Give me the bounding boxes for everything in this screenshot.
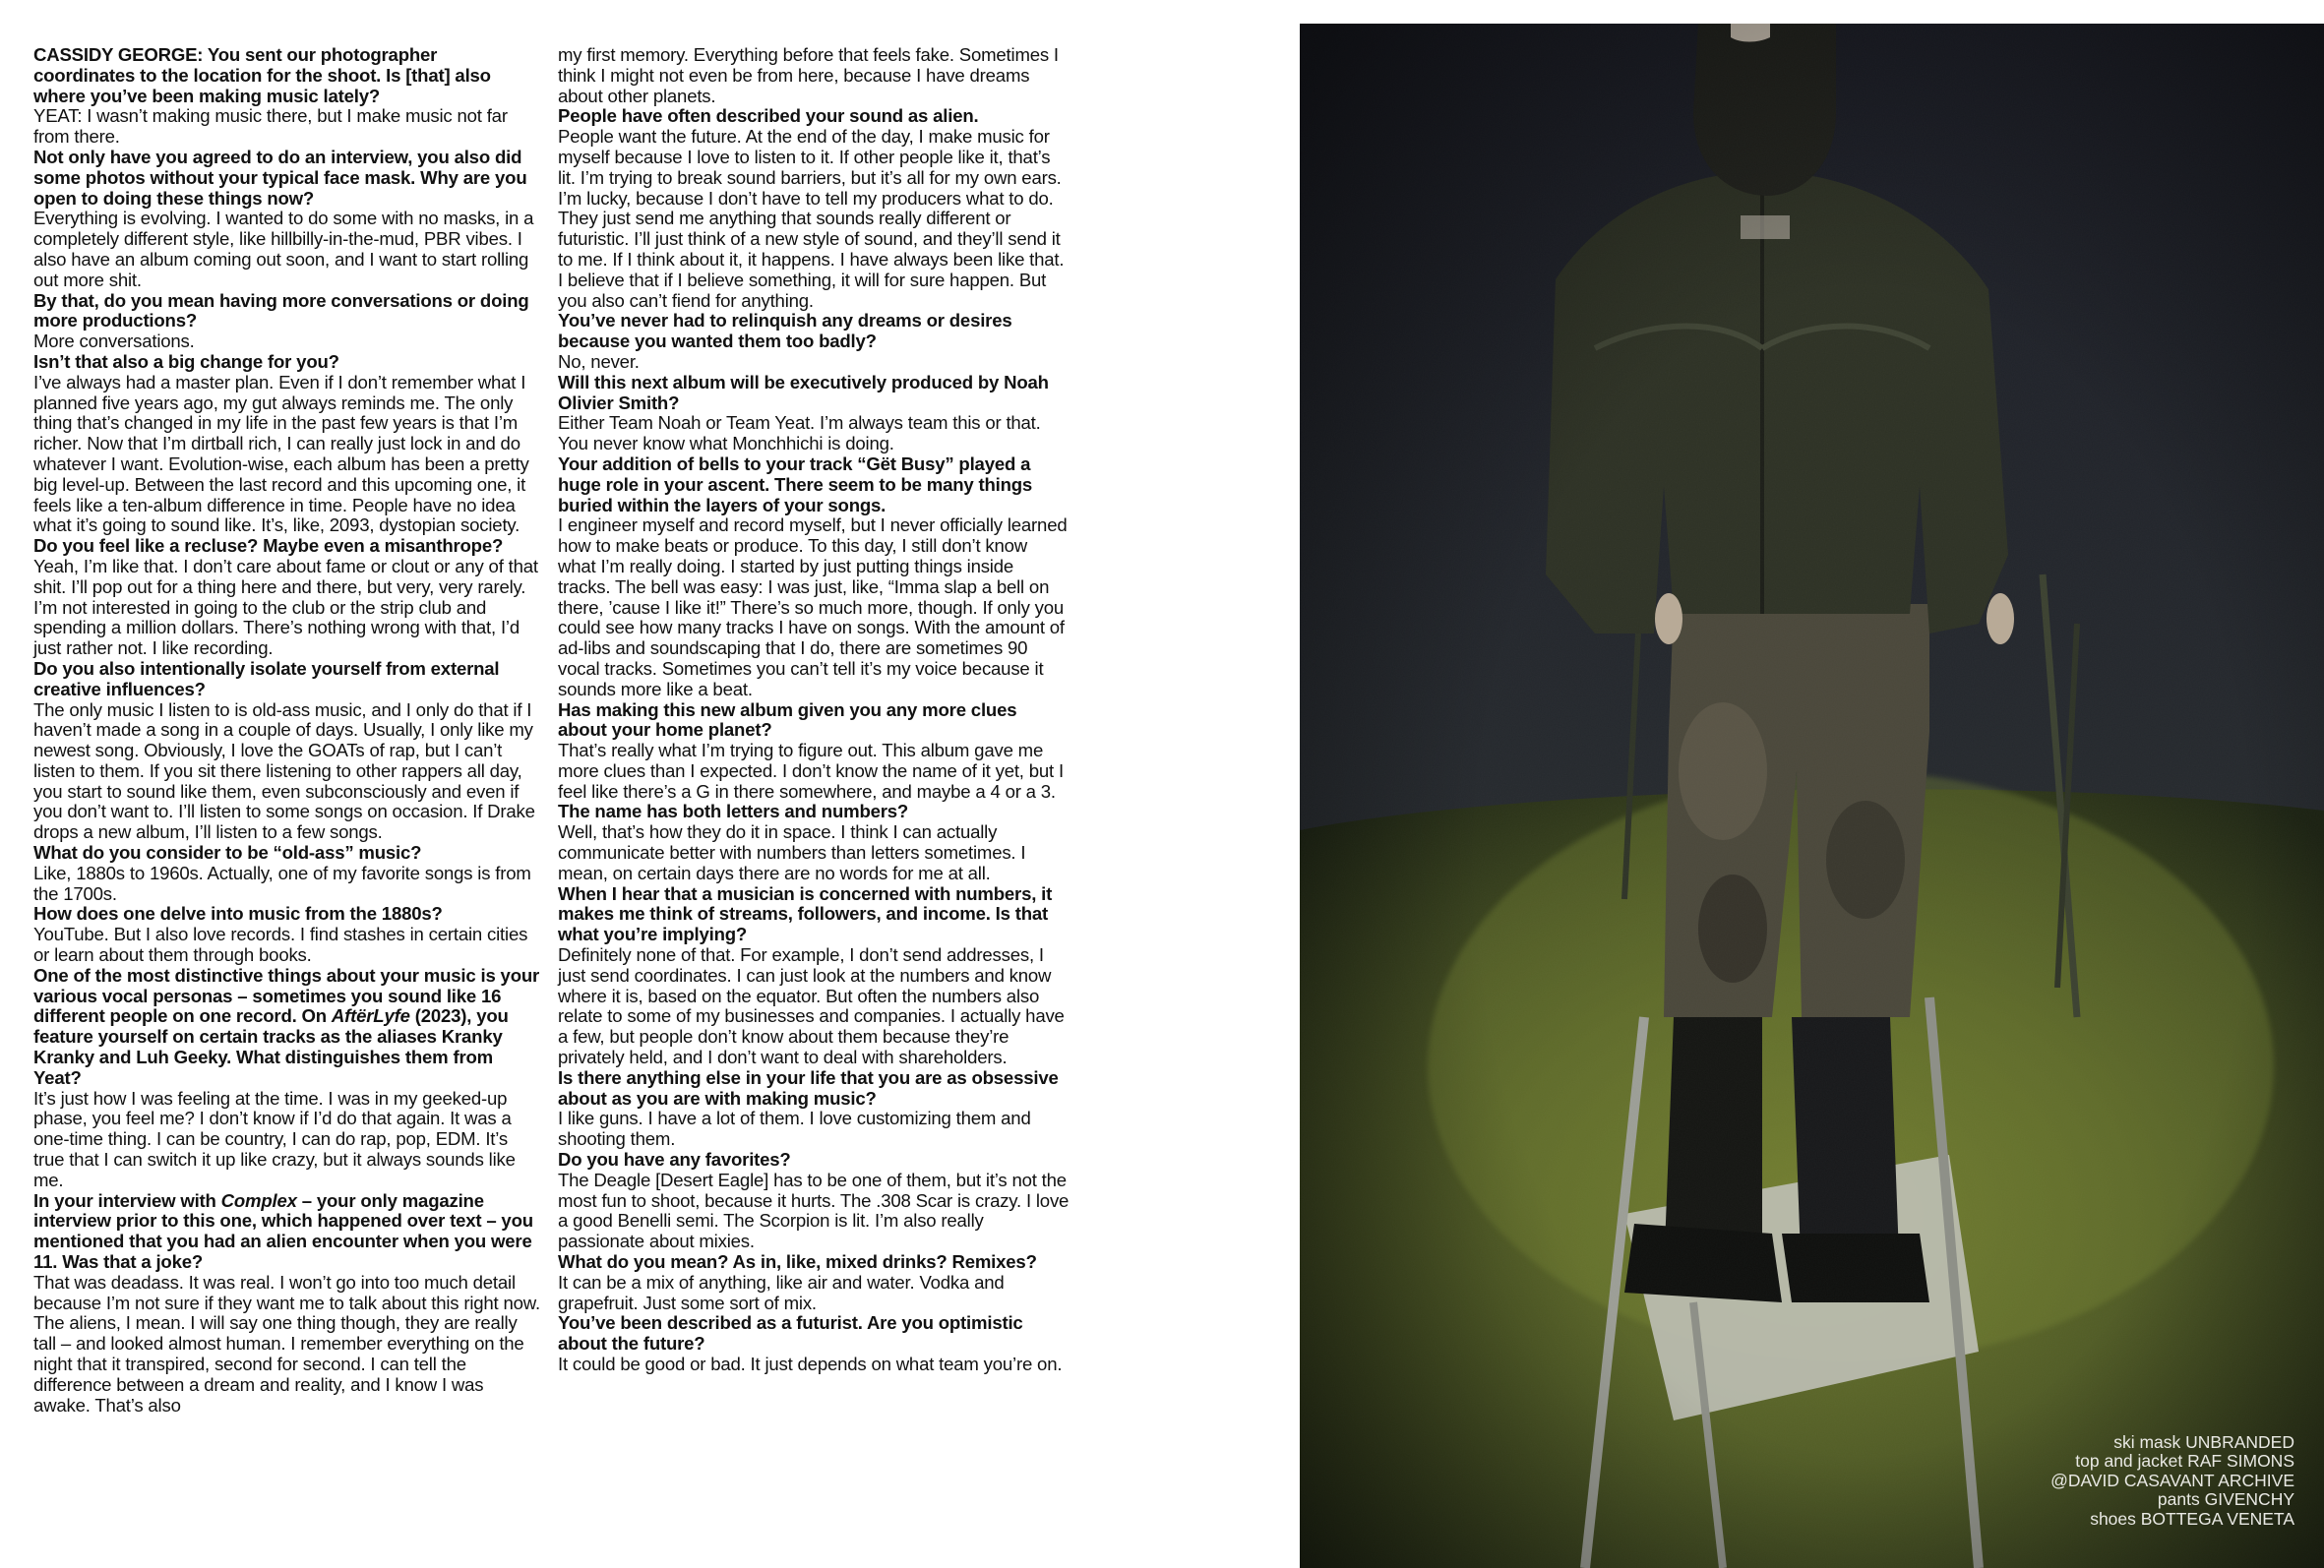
interview-answer: More conversations. [33,331,195,352]
credit-line: @DAVID CASAVANT ARCHIVE [2050,1470,2294,1490]
interview-question: You’ve been described as a futurist. Are you optimistic about the future? [558,1312,1023,1355]
interview-answer: That was deadass. It was real. I won’t go into too much detail because I’m not sure if they want me to talk about this right now. The aliens, I mean. I will say one thing though, they are really tall – and looked almost human. I remember everything on the night that it transpired, second for second. I can tell the difference between a dream and reality, and I know I was awake. That’s also [33,1271,540,1416]
credit-line: shoes BOTTEGA VENETA [2090,1508,2294,1529]
interview-question: Do you feel like a recluse? Maybe even a misanthrope? [33,535,504,557]
interview-answer: The Deagle [Desert Eagle] has to be one of them, but it’s not the most fun to shoot, because it hurts. The .308 Scar is crazy. I love a good Benelli semi. The Scorpion is lit. I’m also really passionate about mixies. [558,1169,1070,1252]
interview-answer: YouTube. But I also love records. I find stashes in certain cities or learn about them through books. [33,924,528,966]
interview-answer: No, never. [558,350,640,372]
interview-question: When I hear that a musician is concerned with numbers, it makes me think of streams, followers, and income. Is that what you’re implying? [558,882,1053,945]
interview-answer: I engineer myself and record myself, but I never officially learned how to make beats or produce. To this day, I still don’t know what I’m really doing. I started by just putting things inside tracks. The bell was easy: I was just, like, “Imma slap a bell on there, ’cause I like it!” There’s so much more, though. If only you could see how many tracks I have on songs. With the amount of ad-libs and soundscaping that I do, there are sometimes 90 vocal tracks. Sometimes you can’t tell it’s my voice because it sounds more like a beat. [558,514,1068,699]
interview-question: What do you consider to be “old-ass” music? [33,842,422,864]
interview-answer: People want the future. At the end of the day, I make music for myself because I love to listen to it. If other people like it, that’s lit. I’m trying to break sound barriers, but it’s all for my own ears. I’m lucky, because I don’t have to tell my producers what to do. They just send me anything that sounds really different or futuristic. I’ll just think of a new style of sound, and they’ll send it to me. If I think about it, it happens. I have always been like that. I believe that if I believe something, it will for sure happen. But you also can’t fiend for anything. [558,126,1065,311]
interview-answer: my first memory. Everything before that feels fake. Sometimes I think I might not even be from here, because I have dreams about other planets. [558,44,1059,106]
interview-answer: Well, that’s how they do it in space. I think I can actually communicate better with numbers than letters sometimes. I mean, on certain days there are no words for me at all. [558,821,1026,883]
interview-answer: It could be good or bad. It just depends on what team you’re on. [558,1354,1063,1374]
portrait-photo [1300,24,2324,1568]
interview-answer: That’s really what I’m trying to figure out. This album gave me more clues than I expected. I don’t know the name of it yet, but I feel like there’s a G in there somewhere, and maybe a 4 or a 3. [558,740,1064,802]
interview-answer: Definitely none of that. For example, I don’t send addresses, I just send coordinates. I can just look at the numbers and know where it is, based on the equator. But often the numbers also relate to some of my businesses and companies. I actually have a few, but people don’t know about them because they’re privately held, and I don’t want to deal with shareholders. [558,944,1065,1068]
interview-answer: The only music I listen to is old-ass music, and I only do that if I haven’t made a song in a couple of days. Usually, I only like my newest song. Obviously, I love the GOATs of rap, but I can’t listen to them. If you sit there listening to other rappers all day, you start to sound like them, even subconsciously and even if you don’t want to. I’ll listen to some songs on occasion. If Drake drops a new album, I’ll listen to a few songs. [33,698,535,843]
interview-question: Isn’t that also a big change for you? [33,350,339,372]
interview-question: You’ve never had to relinquish any dreams or desires because you wanted them too badly? [558,310,1012,352]
interview-answer: Like, 1880s to 1960s. Actually, one of my favorite songs is from the 1700s. [33,862,531,904]
interview-question: What do you mean? As in, like, mixed drinks? Remixes? [558,1251,1037,1273]
interview-question: CASSIDY GEORGE: You sent our photographer coordinates to the location for the shoot. Is [that] also where you’ve been making music lately? [33,44,491,106]
interview-answer: It can be a mix of anything, like air and water. Vodka and grapefruit. Just some sort of mix. [558,1271,1005,1313]
interview-question: Do you also intentionally isolate yourself from external creative influences? [33,657,500,699]
interview-question: The name has both letters and numbers? [558,801,909,822]
interview-answer: I’ve always had a master plan. Even if I don’t remember what I planned five years ago, my gut always reminds me. The only thing that’s changed in my life in the past few years is that I’m richer. Now that I’m dirtball rich, I can really just lock in and do whatever I want. Evolution-wise, each album has been a pretty big level-up. Between the last record and this upcoming one, it feels like a ten-album difference in time. People have no idea what it’s going to sound like. It’s, like, 2093, dystopian society. [33,371,529,536]
interview-question: Do you have any favorites? [558,1149,791,1171]
interview-question: Will this next album will be executively produced by Noah Olivier Smith? [558,371,1049,413]
interview-question: One of the most distinctive things about your music is your various vocal personas – sometimes you sound like 16 different people on one record. On AftërLyfe (2023), you feature yourself on certain tracks as the aliases Kranky Kranky and Luh Geeky. What distinguishes them from Yeat? [33,964,540,1088]
interview-answer: Everything is evolving. I wanted to do some with no masks, in a completely different style, like hillbilly-in-the-mud, PBR vibes. I also have an album coming out soon, and I want to start rolling out more shit. [33,208,534,290]
interview-answer: It’s just how I was feeling at the time. I was in my geeked-up phase, you feel me? I don’t know if I’d do that again. It was a one-time thing. I can be country, I can do rap, pop, EDM. It’s true that I can switch it up like crazy, but it always sounds like me. [33,1087,516,1190]
interview-column-right [558,45,1070,1375]
interview-question: Your addition of bells to your track “Gët Busy” played a huge role in your ascent. There seem to be many things buried within the layers of your songs. [558,452,1033,515]
interview-question: In your interview with Complex – your only magazine interview prior to this one, which happened over text – you mentioned that you had an alien encounter when you were 11. Was that a joke? [33,1189,533,1273]
interview-question: How does one delve into music from the 1880s? [33,903,443,925]
credit-line: ski mask UNBRANDED [2113,1431,2294,1452]
interview-answer: Either Team Noah or Team Yeat. I’m always team this or that. You never know what Monchhichi is doing. [558,412,1041,454]
credit-line: top and jacket RAF SIMONS [2075,1451,2294,1471]
interview-answer: I like guns. I have a lot of them. I love customizing them and shooting them. [558,1108,1031,1150]
credit-line: pants GIVENCHY [2157,1489,2294,1509]
interview-question: People have often described your sound as alien. [558,105,979,127]
interview-question: Is there anything else in your life that you are as obsessive about as you are with making music? [558,1066,1059,1109]
interview-answer: YEAT: I wasn’t making music there, but I make music not far from there. [33,105,508,148]
interview-answer: Yeah, I’m like that. I don’t care about fame or clout or any of that shit. I’ll pop out for a thing here and there, but very, very rarely. I’m not interested in going to the club or the strip club and spending a million dollars. There’s nothing wrong with that, I’d just rather not. I like recording. [33,555,538,659]
interview-question: Not only have you agreed to do an interview, you also did some photos without your typical face mask. Why are you open to doing these things now? [33,146,527,209]
interview-question: By that, do you mean having more conversations or doing more productions? [33,289,529,332]
fashion-credits [2050,1433,2294,1530]
interview-question: Has making this new album given you any more clues about your home planet? [558,698,1017,741]
interview-column-left [33,45,541,1416]
